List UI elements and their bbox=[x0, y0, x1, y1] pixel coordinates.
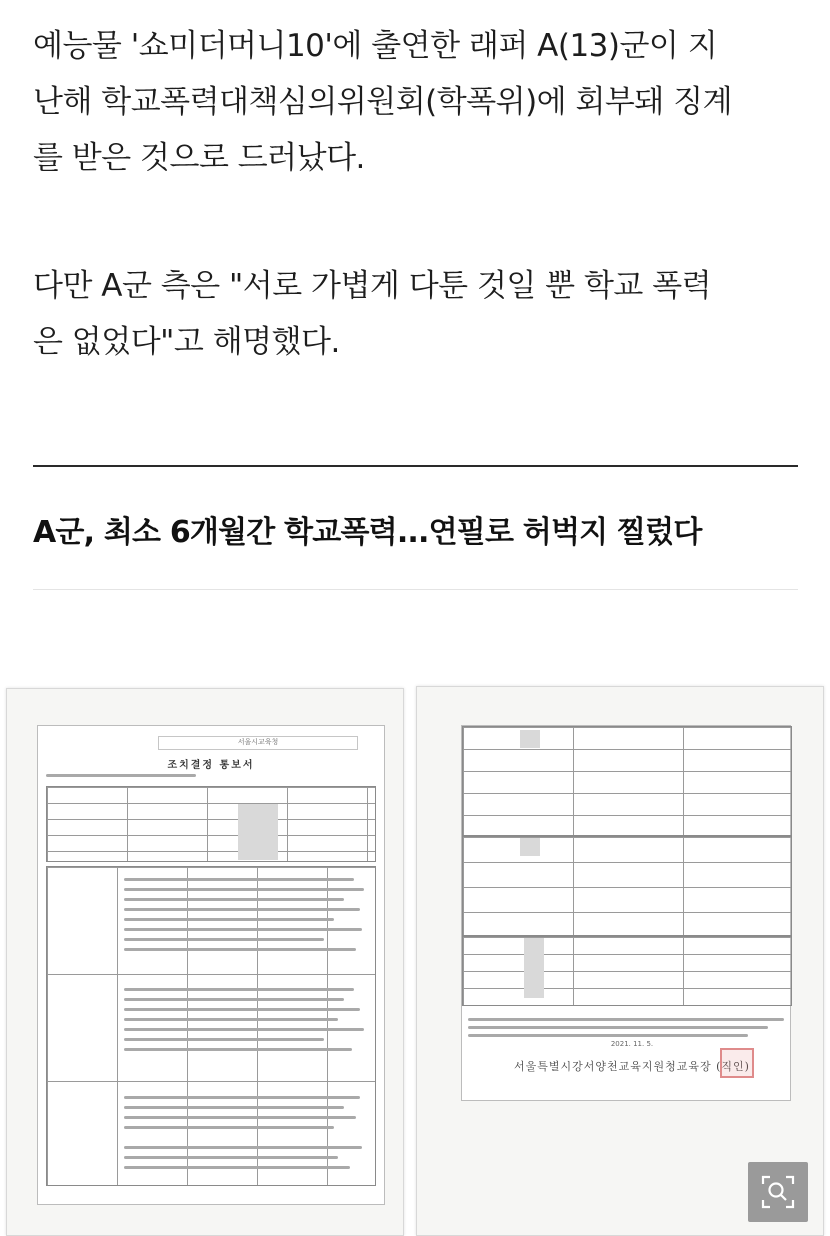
section-divider bbox=[33, 465, 798, 467]
issuer-signature: 서울특별시강서양천교육지원청교육장 (직인) bbox=[514, 1060, 750, 1073]
document-date: 2021. 11. 5. bbox=[610, 1040, 654, 1048]
document-table bbox=[462, 936, 792, 1006]
document-table bbox=[46, 866, 376, 1186]
article-paragraph-1: 예능물 '쇼미더머니10'에 출연한 래퍼 A(13)군이 지 난해 학교폭력대책심의위원회(학폭위)에 회부돼 징계 를 받은 것으로 드러났다. bbox=[33, 28, 733, 176]
redaction bbox=[238, 804, 278, 860]
redaction bbox=[520, 730, 540, 748]
document-header: 서울시교육청 bbox=[158, 736, 358, 750]
document-page-1 bbox=[37, 725, 385, 1205]
zoom-button[interactable] bbox=[748, 1162, 808, 1222]
official-seal bbox=[720, 1048, 754, 1078]
document-image-2[interactable] bbox=[416, 686, 824, 1236]
document-table bbox=[46, 786, 376, 862]
image-gallery bbox=[0, 680, 830, 1236]
zoom-icon bbox=[761, 1175, 795, 1209]
document-title: 조치결정 통보서 bbox=[167, 760, 255, 771]
document-table bbox=[462, 726, 792, 836]
document-text-line bbox=[46, 774, 196, 777]
article-subheading: A군, 최소 6개월간 학교폭력...연필로 허벅지 찔렀다 bbox=[33, 515, 702, 550]
document-image-1[interactable] bbox=[6, 688, 404, 1236]
subheading-divider bbox=[33, 589, 798, 590]
document-text-line bbox=[468, 1018, 784, 1021]
document-table bbox=[462, 836, 792, 936]
article-paragraph-2: 다만 A군 측은 "서로 가볍게 다툰 것일 뿐 학교 폭력 은 없었다"고 해명했다. bbox=[33, 268, 712, 360]
document-page-2 bbox=[461, 725, 791, 1101]
